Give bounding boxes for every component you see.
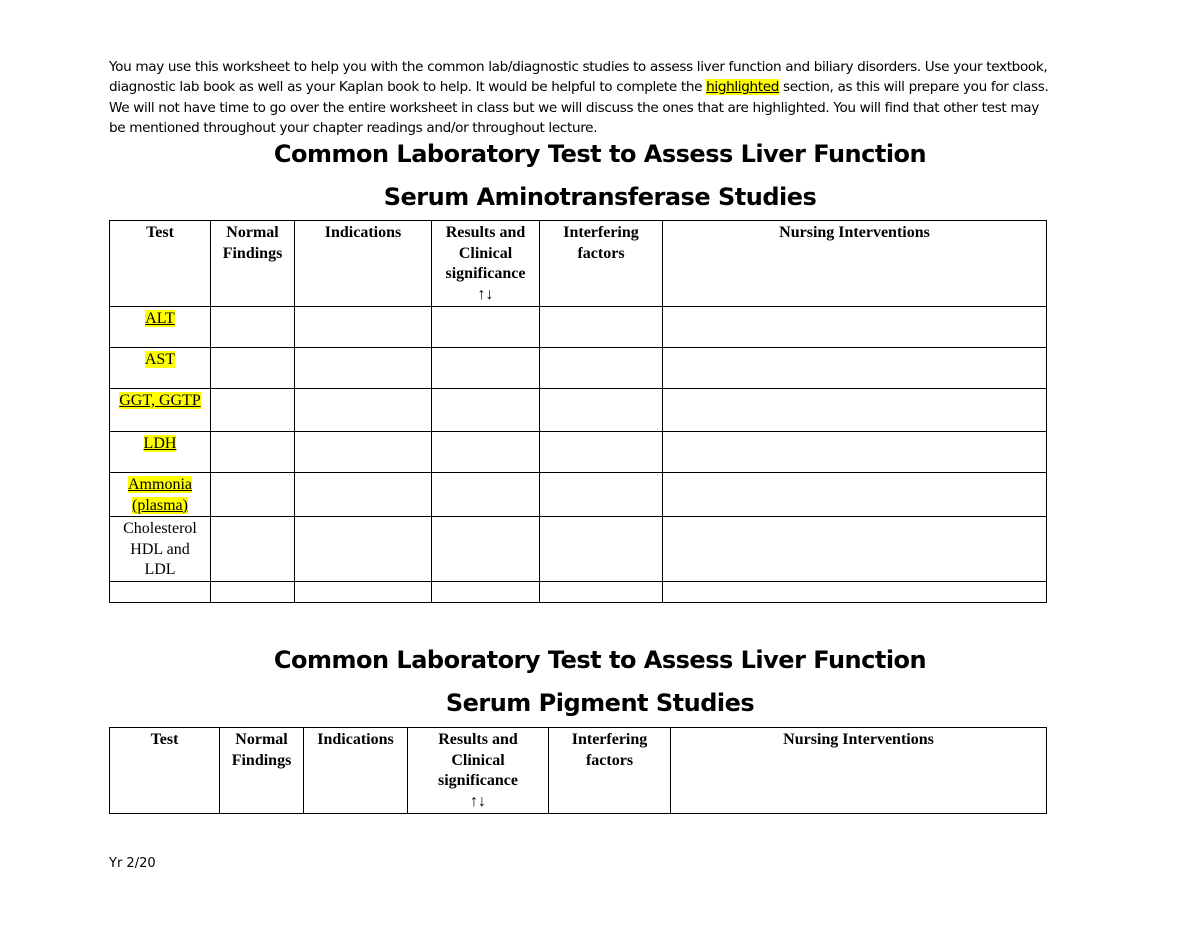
test-cell bbox=[110, 432, 211, 473]
cell[interactable] bbox=[295, 348, 432, 389]
cell[interactable] bbox=[663, 581, 1047, 602]
section1-title: Common Laboratory Test to Assess Liver Function bbox=[273, 140, 927, 168]
cell[interactable] bbox=[540, 432, 663, 473]
cell[interactable] bbox=[211, 348, 295, 389]
cell[interactable] bbox=[663, 307, 1047, 348]
cell[interactable] bbox=[663, 432, 1047, 473]
test-cell bbox=[110, 389, 211, 432]
intro-text: diagnostic lab book as well as your Kaplan book to help. It would be helpful to complete the bbox=[109, 79, 707, 96]
intro-text: section, as this will prepare you for class. bbox=[779, 79, 1049, 96]
test-name-cholesterol: Cholesterol HDL and LDL bbox=[110, 517, 211, 582]
cell[interactable] bbox=[211, 307, 295, 348]
table-row-empty bbox=[110, 581, 1047, 602]
test-name-ammonia: Ammonia (plasma) bbox=[128, 476, 192, 514]
highlighted-word: highlighted bbox=[706, 79, 780, 96]
test-cell bbox=[110, 473, 211, 517]
section2-subtitle: Serum Pigment Studies bbox=[445, 689, 755, 717]
arrows-icon: ↑↓ bbox=[477, 285, 494, 303]
table-row bbox=[110, 307, 1047, 348]
intro-line bbox=[109, 77, 1099, 97]
test-cell bbox=[110, 348, 211, 389]
cell[interactable] bbox=[295, 517, 432, 582]
cell[interactable] bbox=[295, 307, 432, 348]
header-indications: Indications bbox=[295, 221, 432, 307]
intro-line: be mentioned throughout your chapter readings and/or throughout lecture. bbox=[109, 119, 598, 136]
intro-paragraph bbox=[109, 57, 1099, 138]
table-row bbox=[110, 432, 1047, 473]
cell[interactable] bbox=[540, 389, 663, 432]
cell[interactable] bbox=[663, 389, 1047, 432]
header-interfering-factors: Interfering factors bbox=[540, 221, 663, 307]
cell[interactable] bbox=[540, 581, 663, 602]
cell[interactable] bbox=[295, 389, 432, 432]
aminotransferase-table bbox=[109, 220, 1047, 603]
cell[interactable] bbox=[211, 517, 295, 582]
table-header-row bbox=[110, 728, 1047, 814]
intro-line: You may use this worksheet to help you with the common lab/diagnostic studies to assess liver function and biliary disorders. Use your textbook, bbox=[109, 59, 1048, 75]
cell[interactable] bbox=[540, 473, 663, 517]
cell[interactable] bbox=[295, 473, 432, 517]
cell[interactable] bbox=[432, 389, 540, 432]
cell[interactable] bbox=[432, 307, 540, 348]
section2-title: Common Laboratory Test to Assess Liver Function bbox=[273, 646, 927, 674]
header-results bbox=[408, 728, 549, 814]
cell[interactable] bbox=[540, 517, 663, 582]
cell[interactable] bbox=[432, 348, 540, 389]
test-name-ast: AST bbox=[144, 351, 176, 368]
cell[interactable] bbox=[211, 432, 295, 473]
test-name-alt: ALT bbox=[145, 310, 175, 327]
table-row bbox=[110, 473, 1047, 517]
header-results bbox=[432, 221, 540, 307]
cell[interactable] bbox=[211, 581, 295, 602]
cell[interactable] bbox=[663, 517, 1047, 582]
header-results-label: Results and Clinical significance bbox=[438, 731, 518, 789]
intro-line: We will not have time to go over the entire worksheet in class but we will discuss the ones that are highlighted. You will find that other test may bbox=[109, 99, 1039, 116]
cell[interactable] bbox=[663, 473, 1047, 517]
table-header-row bbox=[110, 221, 1047, 307]
header-indications: Indications bbox=[304, 728, 408, 814]
cell[interactable] bbox=[295, 581, 432, 602]
test-cell bbox=[110, 307, 211, 348]
cell[interactable] bbox=[211, 389, 295, 432]
table-row bbox=[110, 348, 1047, 389]
cell[interactable] bbox=[432, 517, 540, 582]
header-test: Test bbox=[110, 221, 211, 307]
header-nursing-interventions: Nursing Interventions bbox=[663, 221, 1047, 307]
header-interfering-factors: Interfering factors bbox=[549, 728, 671, 814]
cell[interactable] bbox=[663, 348, 1047, 389]
arrows-icon: ↑↓ bbox=[470, 792, 486, 810]
test-name-ggt: GGT, GGTP bbox=[119, 392, 201, 409]
header-normal-findings: Normal Findings bbox=[220, 728, 304, 814]
header-nursing-interventions: Nursing Interventions bbox=[671, 728, 1047, 814]
table-row bbox=[110, 517, 1047, 582]
header-test: Test bbox=[110, 728, 220, 814]
cell[interactable] bbox=[540, 348, 663, 389]
footer-label: Yr 2/20 bbox=[109, 856, 156, 871]
cell[interactable] bbox=[432, 473, 540, 517]
cell[interactable] bbox=[432, 432, 540, 473]
table-row bbox=[110, 389, 1047, 432]
cell[interactable] bbox=[211, 473, 295, 517]
cell[interactable] bbox=[110, 581, 211, 602]
header-normal-findings: Normal Findings bbox=[211, 221, 295, 307]
header-results-label: Results and Clinical significance bbox=[445, 224, 526, 282]
pigment-table bbox=[109, 727, 1047, 814]
section1-subtitle: Serum Aminotransferase Studies bbox=[383, 183, 817, 211]
cell[interactable] bbox=[432, 581, 540, 602]
cell[interactable] bbox=[540, 307, 663, 348]
cell[interactable] bbox=[295, 432, 432, 473]
test-name-ldh: LDH bbox=[143, 435, 177, 452]
